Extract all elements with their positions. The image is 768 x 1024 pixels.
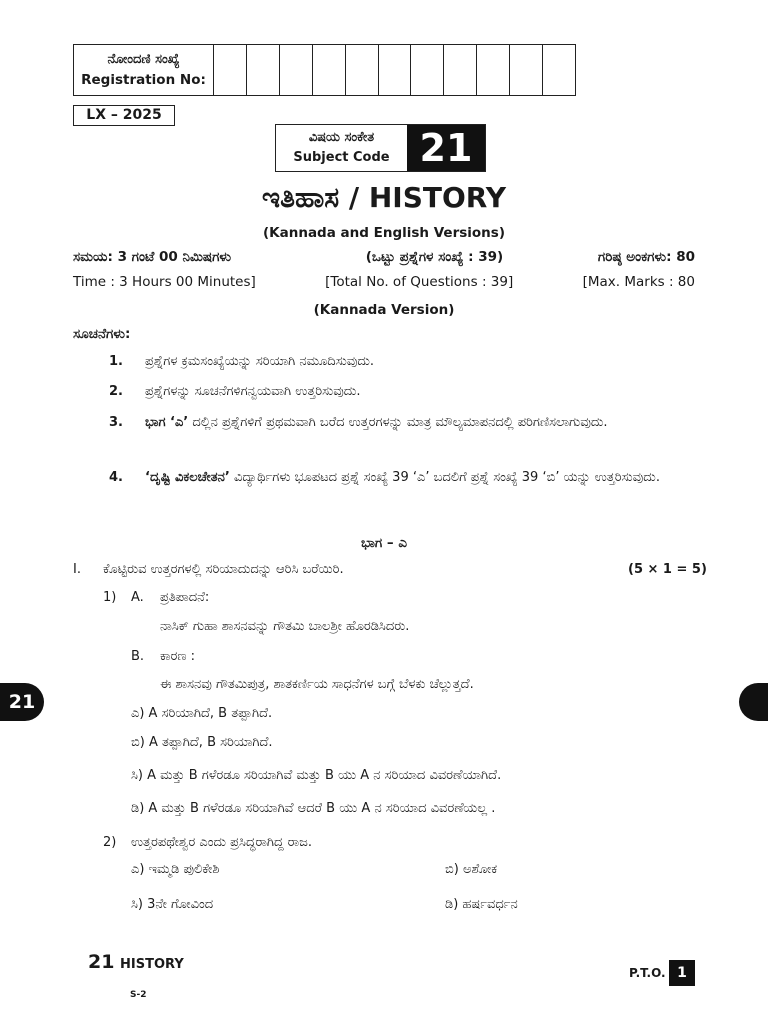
option-a: ಎ) ಇಮ್ಮಡಿ ಪುಲಿಕೇಶಿ	[131, 862, 220, 877]
registration-digit-cell	[510, 45, 543, 95]
reason-label: B.	[131, 649, 145, 664]
registration-digit-cell	[280, 45, 313, 95]
part-heading: ಭಾಗ – ಎ	[360, 535, 408, 551]
registration-label-kn: ನೋಂದಣಿ ಸಂಖ್ಯೆ	[107, 52, 180, 67]
instruction-item	[109, 468, 697, 488]
marks-en: [Max. Marks : 80	[582, 274, 695, 290]
subject-code-number: 21	[407, 125, 485, 171]
registration-digit-cell	[477, 45, 510, 95]
page-title: ಇತಿಹಾಸ / HISTORY	[261, 181, 507, 214]
footer-code: 21	[88, 951, 115, 973]
subject-code-label-en: Subject Code	[293, 150, 390, 165]
registration-digit-cell	[379, 45, 412, 95]
time-kn: ಸಮಯ: 3 ಗಂಟೆ 00 ನಿಮಿಷಗಳು	[73, 249, 232, 265]
section-number: I.	[73, 562, 81, 577]
instruction-text	[145, 468, 697, 488]
registration-digit-cell	[313, 45, 346, 95]
section-text: ಕೊಟ್ಟಿರುವ ಉತ್ತರಗಳಲ್ಲಿ ಸರಿಯಾದುದನ್ನು ಆರಿಸಿ ಬರೆಯಿರಿ.	[103, 562, 344, 577]
meta-row-en	[73, 274, 695, 290]
registration-digit-cell	[214, 45, 247, 95]
registration-digit-cell	[543, 45, 575, 95]
instruction-number: 2.	[109, 384, 123, 399]
reason-title: ಕಾರಣ :	[160, 649, 196, 664]
option-d: ಡಿ) A ಮತ್ತು B ಗಳೆರಡೂ ಸರಿಯಾಗಿವೆ ಆದರೆ B ಯು A ನ ಸರಿಯಾದ ವಿವರಣೆಯಲ್ಲ .	[131, 801, 496, 816]
instruction-bold: ‘ದೃಷ್ಟಿ ವಿಕಲಚೇತನ’	[145, 470, 230, 485]
series-code: S-2	[130, 990, 147, 1000]
side-tab-left: 21	[0, 683, 44, 721]
instruction-text	[145, 413, 697, 433]
exam-code: LX – 2025	[73, 105, 175, 126]
subject-code-label-kn: ವಿಷಯ ಸಂಕೇತ	[308, 130, 375, 145]
option-b: ಬಿ) A ತಪ್ಪಾಗಿದೆ, B ಸರಿಯಾಗಿದೆ.	[131, 735, 273, 750]
instruction-rest: ದಲ್ಲಿನ ಪ್ರಶ್ನೆಗಳಿಗೆ ಪ್ರಥಮವಾಗಿ ಬರೆದ ಉತ್ತರಗಳನ್ನು ಮಾತ್ರ ಮೌಲ್ಯಮಾಪನದಲ್ಲಿ ಪರಿಗಣಿಸಲಾಗುವುದು.	[188, 415, 608, 430]
instruction-bold: ಭಾಗ ‘ಎ’	[145, 415, 189, 430]
page-number: 1	[669, 960, 695, 986]
option-c: ಸಿ) A ಮತ್ತು B ಗಳೆರಡೂ ಸರಿಯಾಗಿವೆ ಮತ್ತು B ಯು A ನ ಸರಿಯಾದ ವಿವರಣೆಯಾಗಿದೆ.	[131, 768, 502, 783]
registration-digit-cell	[346, 45, 379, 95]
question-text: ಉತ್ತರಪಥೇಶ್ವರ ಎಂದು ಪ್ರಸಿದ್ಧರಾಗಿದ್ದ ರಾಜ.	[131, 835, 313, 850]
instruction-rest: ವಿದ್ಯಾರ್ಥಿಗಳು ಭೂಪಟದ ಪ್ರಶ್ನೆ ಸಂಖ್ಯೆ 39 ‘ಎ’ ಬದಲಿಗೆ ಪ್ರಶ್ನೆ ಸಂಖ್ಯೆ 39 ‘ಬಿ’ ಯನ್ನು ಉತ್ತರಿಸುವುದು.	[229, 470, 660, 485]
registration-digit-cell	[444, 45, 477, 95]
registration-label	[74, 45, 214, 95]
pto-label: P.T.O.	[629, 966, 666, 980]
reason-text: ಈ ಶಾಸನವು ಗೌತಮಿಪುತ್ರ, ಶಾತಕರ್ಣಿಯ ಸಾಧನೆಗಳ ಬಗ್ಗೆ ಬೆಳಕು ಚೆಲ್ಲುತ್ತದೆ.	[160, 677, 474, 692]
assertion-text: ನಾಸಿಕ್ ಗುಹಾ ಶಾಸನವನ್ನು ಗೌತಮಿ ಬಾಲಶ್ರೀ ಹೊರಡಿಸಿದರು.	[160, 619, 410, 634]
instruction-item	[109, 413, 697, 433]
questions-en: [Total No. of Questions : 39]	[325, 274, 514, 290]
subject-code-label	[276, 125, 407, 171]
question-number: 1)	[103, 590, 117, 605]
registration-digit-cell	[411, 45, 444, 95]
option-a: ಎ) A ಸರಿಯಾಗಿದೆ, B ತಪ್ಪಾಗಿದೆ.	[131, 706, 273, 721]
instructions-heading: ಸೂಚನೆಗಳು:	[73, 326, 131, 342]
registration-digit-cell	[247, 45, 280, 95]
questions-kn: (ಒಟ್ಟು ಪ್ರಶ್ನೆಗಳ ಸಂಖ್ಯೆ : 39)	[365, 249, 504, 265]
marks-kn: ಗರಿಷ್ಠ ಅಂಕಗಳು: 80	[597, 249, 695, 265]
instruction-number: 4.	[109, 470, 123, 485]
footer-subject	[88, 951, 184, 973]
registration-label-en: Registration No:	[81, 72, 206, 88]
versions-note: (Kannada and English Versions)	[262, 225, 505, 241]
side-tab-right	[739, 683, 768, 721]
section-marks: (5 × 1 = 5)	[628, 562, 707, 577]
registration-box	[73, 44, 576, 96]
instruction-number: 1.	[109, 354, 123, 369]
footer-subject-name: HISTORY	[120, 957, 184, 972]
option-d: ಡಿ) ಹರ್ಷವರ್ಧನ	[445, 897, 518, 912]
meta-row-kn	[73, 249, 695, 265]
subject-code-box	[275, 124, 486, 172]
option-b: ಬಿ) ಅಶೋಕ	[445, 862, 498, 877]
kannada-version-label: (Kannada Version)	[313, 302, 455, 318]
question-number: 2)	[103, 835, 117, 850]
instruction-item	[109, 352, 697, 372]
registration-cells	[214, 45, 575, 95]
instruction-item	[109, 382, 697, 402]
assertion-title: ಪ್ರತಿಪಾದನೆ:	[160, 590, 210, 605]
instruction-text: ಪ್ರಶ್ನೆಗಳನ್ನು ಸೂಚನೆಗಳಿಗನ್ವಯವಾಗಿ ಉತ್ತರಿಸುವುದು.	[145, 384, 361, 399]
assertion-label: A.	[131, 590, 144, 605]
time-en: Time : 3 Hours 00 Minutes]	[73, 274, 256, 290]
instruction-text: ಪ್ರಶ್ನೆಗಳ ಕ್ರಮಸಂಖ್ಯೆಯನ್ನು ಸರಿಯಾಗಿ ನಮೂದಿಸುವುದು.	[145, 354, 375, 369]
instruction-number: 3.	[109, 415, 123, 430]
option-c: ಸಿ) 3ನೇ ಗೋವಿಂದ	[131, 897, 214, 912]
